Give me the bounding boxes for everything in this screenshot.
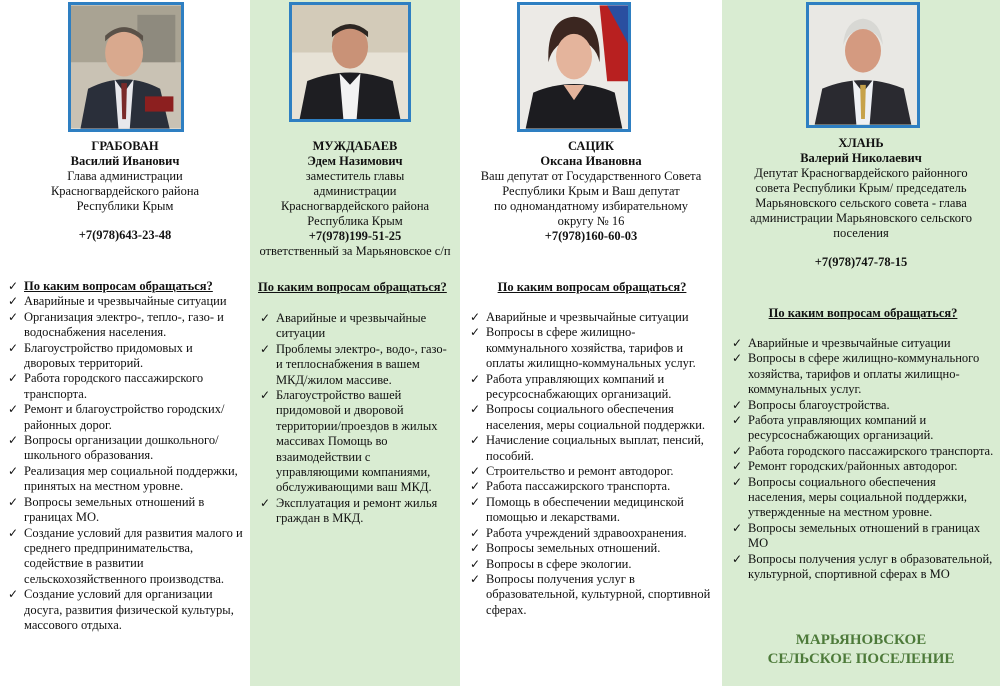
person-role-line: Глава администрации [67,169,183,183]
person-role-line: совета Республики Крым/ председатель [755,181,967,195]
settlement-title-line: МАРЬЯНОВСКОЕ [795,632,927,648]
check-icon: ✓ [8,279,19,293]
list-item-text: Помощь в обеспечении медицинской помощью и лекарствами. [486,494,684,525]
list-item-text: Вопросы земельных отношений. [486,541,661,556]
check-icon: ✓ [470,556,481,571]
check-icon: ✓ [470,525,481,540]
person-role-line: Депутат Красногвардейского районного [754,166,968,180]
person-surname: ГРАБОВАН [91,139,159,153]
person-role-line: Марьяновского сельского совета - глава [755,196,967,210]
list-item [6,433,246,464]
list-item [468,479,716,494]
column-grabovan [0,0,250,686]
list-item [258,388,454,496]
list-item [468,433,716,464]
list-item [6,587,246,633]
person-role-line: Ваш депутат от Государственного Совета [480,169,702,183]
person-name: Эдем Назимович [307,154,403,168]
list-item-text: Аварийные и чрезвычайные ситуации [748,336,951,350]
questions-title: По каким вопросам обращаться? [258,280,447,294]
questions-title: По каким вопросам обращаться? [497,280,687,294]
questions-section [258,280,454,527]
settlement-title-line: СЕЛЬСКОЕ ПОСЕЛЕНИЕ [767,651,955,667]
list-item [730,336,996,351]
person-phone: +7(978)160-60-03 [544,229,638,243]
list-item [468,572,716,618]
list-item [730,398,996,413]
list-item-text: Вопросы в сфере жилищно-коммунального хозяйства, тарифов и оплаты жилищно-коммунальных услуг. [486,325,696,371]
check-icon: ✓ [8,371,19,386]
check-icon: ✓ [8,525,19,540]
check-icon: ✓ [470,571,481,586]
questions-section [468,280,716,618]
list-item [468,541,716,556]
person-surname: САЦИК [568,139,614,153]
list-item [6,526,246,588]
list-item-text: Благоустройство вашей придомовой и дворовой территории/проездов в жилых массивах Помощь во взаимодействии с управляющими компаниями, обслуживающими ваш МКД. [276,388,438,495]
list-item [258,496,454,527]
check-icon: ✓ [260,341,271,356]
person-surname: МУЖДАБАЕВ [312,139,398,153]
person-role-line: заместитель главы [305,169,405,183]
list-item-text: Вопросы в сфере жилищно-коммунального хозяйства, тарифов и оплаты жилищно-коммунальных услуг. [748,351,980,397]
list-item-text: Проблемы электро-, водо-, газо- и теплоснабжения в вашем МКД/жилом массиве. [276,341,447,387]
column-muzhdabaev [250,0,460,686]
check-icon: ✓ [8,309,19,324]
list-item-text: Ремонт городских/районных автодорог. [748,459,958,474]
list-item [468,310,716,325]
list-item-text: Работа управляющих компаний и ресурсоснабжающих организаций. [486,371,672,402]
person-role-line: Республика Крым [307,214,403,228]
list-item-text: Эксплуатация и ремонт жилья граждан в МКД. [276,495,438,526]
list-item-text: Вопросы благоустройства. [748,397,890,412]
person-header [722,136,1000,270]
list-item [6,310,246,341]
person-role-line: поселения [833,226,889,240]
portrait-image [292,5,408,119]
check-icon: ✓ [732,336,743,350]
list-item-text: Вопросы получения услуг в образовательной, культурной, спортивной сферах в МО [748,551,993,582]
check-icon: ✓ [732,474,743,489]
person-name: Оксана Ивановна [540,154,642,168]
person-name: Валерий Николаевич [800,151,922,165]
check-icon: ✓ [470,479,481,494]
list-item [468,402,716,433]
list-item-text: Начисление социальных выплат, пенсий, пособий. [486,433,704,463]
column-khlan [722,0,1000,686]
portrait-photo-muzhdabaev [289,2,411,122]
list-item-text: Работа пассажирского транспорта. [486,479,671,494]
check-icon: ✓ [470,433,481,448]
person-header [460,139,722,244]
list-item [258,342,454,388]
list-item-text: Работа городского пассажирского транспорта. [748,443,994,458]
check-icon: ✓ [732,351,743,366]
list-item [730,413,996,444]
list-item [6,341,246,372]
list-item [468,495,716,526]
list-item-text: Работа управляющих компаний и ресурсоснабжающих организаций. [748,413,934,443]
portrait-photo-grabovan [68,2,184,132]
check-icon: ✓ [732,397,743,412]
portrait-photo-satsik [517,2,631,132]
person-responsibility: ответственный за Марьяновское с/п [259,244,451,258]
list-item-text: Вопросы организации дошкольного/школьного образования. [24,433,219,463]
portrait-image [71,5,181,129]
list-item-text: Вопросы социального обеспечения населения, меры социальной поддержки, утвержденные на местном уровне. [748,474,968,520]
check-icon: ✓ [8,463,19,478]
check-icon: ✓ [260,388,271,403]
check-icon: ✓ [470,541,481,556]
list-item [6,495,246,526]
question-list [258,311,454,527]
check-icon: ✓ [470,494,481,509]
portrait-photo-khlan [806,2,920,128]
person-role-line: округу № 16 [557,214,625,228]
list-item [730,552,996,583]
list-item [468,557,716,572]
list-item-text: Вопросы получения услуг в образовательной, культурной, спортивной сферах. [486,571,711,617]
questions-title: По каким вопросам обращаться? [24,279,213,293]
check-icon: ✓ [8,294,19,309]
check-icon: ✓ [732,443,743,458]
check-icon: ✓ [8,340,19,355]
list-item [6,294,246,309]
list-item-text: Вопросы в сфере экологии. [486,556,632,571]
check-icon: ✓ [732,520,743,535]
settlement-title [722,631,1000,669]
person-role-line: Республики Крым и Ваш депутат [502,184,680,198]
check-icon: ✓ [732,459,743,474]
person-role-line: по одномандатному избирательному [493,199,689,213]
person-role-line: администрации Марьяновского сельского [749,211,973,225]
list-item [730,459,996,474]
check-icon: ✓ [470,325,481,340]
list-item-text: Аварийные и чрезвычайные ситуации [24,294,227,309]
list-item-text: Строительство и ремонт автодорог. [486,464,674,479]
person-role-line: Республики Крым [76,199,174,213]
check-icon: ✓ [8,494,19,509]
list-item-text: Реализация мер социальной поддержки, принятых на местном уровне. [24,463,238,494]
list-item [258,311,454,342]
check-icon: ✓ [260,311,271,325]
list-item-text: Создание условий для организации досуга, развития физической культуры, массового отдыха. [24,587,234,632]
list-item-text: Аварийные и чрезвычайные ситуации [486,310,689,324]
list-item [468,526,716,541]
person-surname: ХЛАНЬ [838,136,884,150]
list-item [468,325,716,371]
person-phone: +7(978)643-23-48 [78,228,172,242]
person-header [0,139,250,243]
question-list [468,310,716,618]
list-item [6,279,246,294]
check-icon: ✓ [8,587,19,602]
list-item-text: Вопросы земельных отношений в границах МО [748,520,981,551]
check-icon: ✓ [470,464,481,479]
check-icon: ✓ [470,402,481,417]
list-item [730,444,996,459]
question-list [730,336,996,583]
column-satsik [460,0,722,686]
person-role-line: Красногвардейского района [50,184,200,198]
list-item [6,402,246,433]
list-item-text: Аварийные и чрезвычайные ситуации [276,311,427,341]
question-list [6,279,246,633]
questions-title: По каким вопросам обращаться? [768,306,958,320]
list-item [730,475,996,521]
list-item-text: Вопросы земельных отношений в границах МО. [24,494,205,525]
list-item [730,351,996,397]
person-role-line: Красногвардейского района [280,199,430,213]
person-phone: +7(978)747-78-15 [814,255,908,269]
check-icon: ✓ [732,413,743,428]
person-header [250,139,460,259]
list-item-text: Работа учреждений здравоохранения. [486,525,687,540]
person-phone: +7(978)199-51-25 [308,229,402,243]
list-item-text: Благоустройство придомовых и дворовых территорий. [24,340,193,371]
check-icon: ✓ [8,433,19,448]
check-icon: ✓ [470,310,481,324]
list-item-text: Организация электро-, тепло-, газо- и водоснабжения населения. [24,309,224,340]
list-item-text: Создание условий для развития малого и среднего предпринимательства, содействие в развитии сельскохозяйственного производства. [24,525,243,586]
person-role-line: администрации [313,184,397,198]
list-item-text: Работа городского пассажирского транспорта. [24,371,204,401]
questions-section [6,279,246,633]
check-icon: ✓ [8,402,19,417]
check-icon: ✓ [732,551,743,566]
check-icon: ✓ [470,371,481,386]
list-item-text: Вопросы социального обеспечения населения, меры социальной поддержки. [486,402,706,432]
person-name: Василий Иванович [70,154,180,168]
list-item [468,372,716,403]
list-item [730,521,996,552]
check-icon: ✓ [260,495,271,510]
list-item [6,464,246,495]
list-item [6,371,246,402]
portrait-image [520,5,628,129]
list-item-text: Ремонт и благоустройство городских/районных дорог. [24,402,225,432]
questions-section [730,306,996,583]
list-item [468,464,716,479]
portrait-image [809,5,917,125]
